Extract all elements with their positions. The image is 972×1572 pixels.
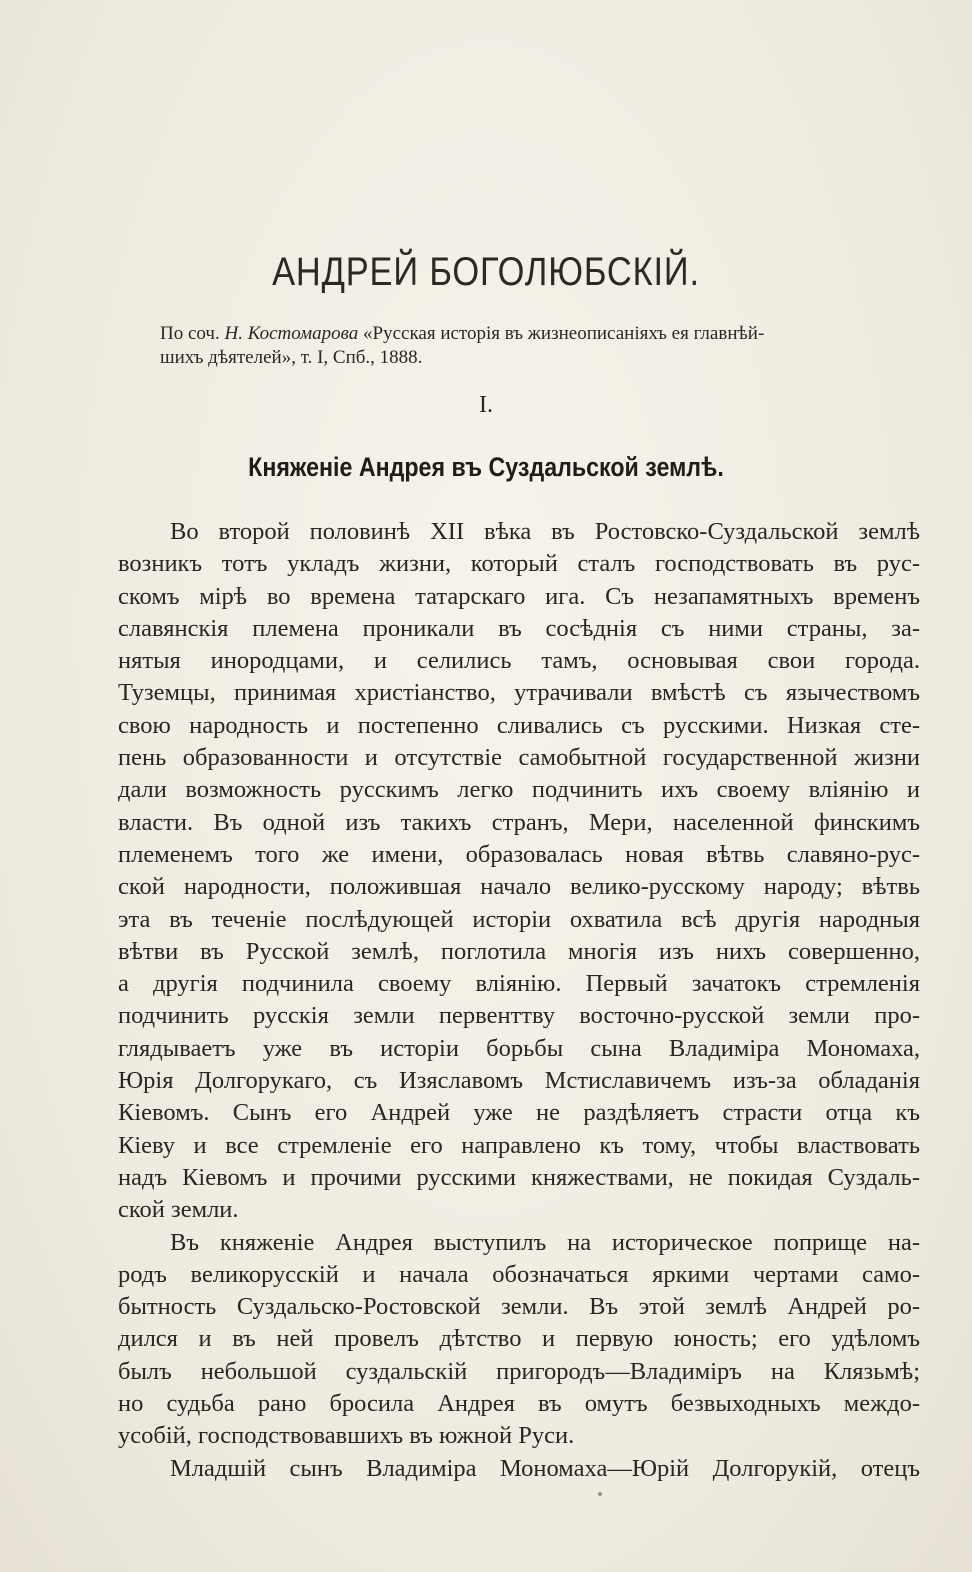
- text-line: Юрія Долгорукаго, съ Изяславомъ Мстиславичемъ изъ-за обладанія: [118, 1067, 920, 1095]
- text-line: эта въ теченіе послѣдующей исторіи охватила всѣ другія народныя: [118, 905, 920, 933]
- text-line: Кіеву и все стремленіе его направлено къ тому, чтобы властвовать: [118, 1131, 920, 1159]
- text-line: дали возможность русскимъ легко подчинить ихъ своему вліянію и: [118, 776, 920, 804]
- text-line: а другія подчинила своему вліянію. Первый зачатокъ стремленія: [118, 970, 920, 998]
- text-line: нятыя инородцами, и селились тамъ, основывая свои города.: [118, 647, 920, 675]
- chapter-title: Княженіе Андрея въ Суздальской землѣ.: [248, 452, 724, 482]
- text-line: вѣтви въ Русской землѣ, поглотила многія изъ нихъ совершенно,: [118, 937, 920, 965]
- text-line: надъ Кіевомъ и прочими русскими княжествами, не покидая Суздаль-: [118, 1163, 920, 1191]
- text-line: пень образованности и отсутствіе самобытной госудаpственной жизни: [118, 744, 920, 772]
- text-line: бытность Суздальско-Ростовской земли. Въ этой землѣ Андрей ро-: [118, 1293, 920, 1321]
- text-line: ской земли.: [118, 1196, 239, 1224]
- text-line: но судьба рано бросила Андрея въ омутъ безвыходныхъ междо-: [118, 1390, 920, 1418]
- text-line: дился и въ ней провелъ дѣтство и первую юность; его удѣломъ: [118, 1325, 920, 1353]
- text-line: племенемъ того же имени, образовалась новая вѣтвь славяно-рус-: [118, 840, 920, 868]
- text-line: славянскія племена проникали въ сосѣднія съ ними страны, за-: [118, 614, 920, 642]
- text-line: Туземцы, принимая христіанство, утрачивали вмѣстѣ съ язычествомъ: [118, 679, 920, 707]
- text-line: Младшій сынъ Владиміра Мономаха—Юрій Долгорукій, отецъ: [170, 1454, 920, 1482]
- text-line: ской народности, положившая начало велико-русскому народу; вѣтвь: [118, 873, 920, 901]
- body-text: [118, 516, 920, 1485]
- page-heading: АНДРЕЙ БОГОЛЮБСКІЙ.: [272, 250, 700, 294]
- source-details: шихъ дѣятелей», т. I, Спб., 1888.: [160, 347, 423, 368]
- source-author: Н. Костомарова: [224, 323, 359, 344]
- text-line: Въ княженіе Андрея выступилъ на историческое поприще на-: [170, 1228, 920, 1256]
- chapter-number: I.: [479, 392, 493, 418]
- text-line: скомъ мірѣ во времена татарскаго ига. Съ незапамятныхъ временъ: [118, 582, 920, 610]
- text-line: былъ небольшой суздальскій пригородъ—Владиміръ на Клязьмѣ;: [118, 1357, 920, 1385]
- text-line: родъ великорусскій и начала обозначаться яркими чертами само-: [118, 1260, 920, 1288]
- ink-speck: [598, 1492, 602, 1496]
- text-line: подчинить русскія земли первенттву восточно-русской земли про-: [118, 1002, 920, 1030]
- source-citation: [160, 322, 920, 370]
- source-title: «Русская исторія въ жизнеописаніяхъ ея главнѣй-: [363, 323, 765, 344]
- text-line: власти. Въ одной изъ такихъ странъ, Мери, населенной финскимъ: [118, 808, 920, 836]
- text-line: глядываетъ уже въ исторіи борьбы сына Владиміра Мономаха,: [118, 1034, 920, 1062]
- text-line: Кіевомъ. Сынъ его Андрей уже не раздѣляетъ страсти отца къ: [118, 1099, 920, 1127]
- text-line: возникъ тотъ укладъ жизни, который сталъ господствовать въ рус-: [118, 550, 920, 578]
- text-line: Во второй половинѣ XII вѣка въ Ростовско-Суздальской землѣ: [170, 518, 920, 545]
- text-line: усобій, господствовавшихъ въ южной Руси.: [118, 1422, 575, 1450]
- text-line: свою народность и постепенно сливались съ русскими. Низкая сте-: [118, 711, 920, 739]
- source-prefix: По соч.: [160, 323, 220, 344]
